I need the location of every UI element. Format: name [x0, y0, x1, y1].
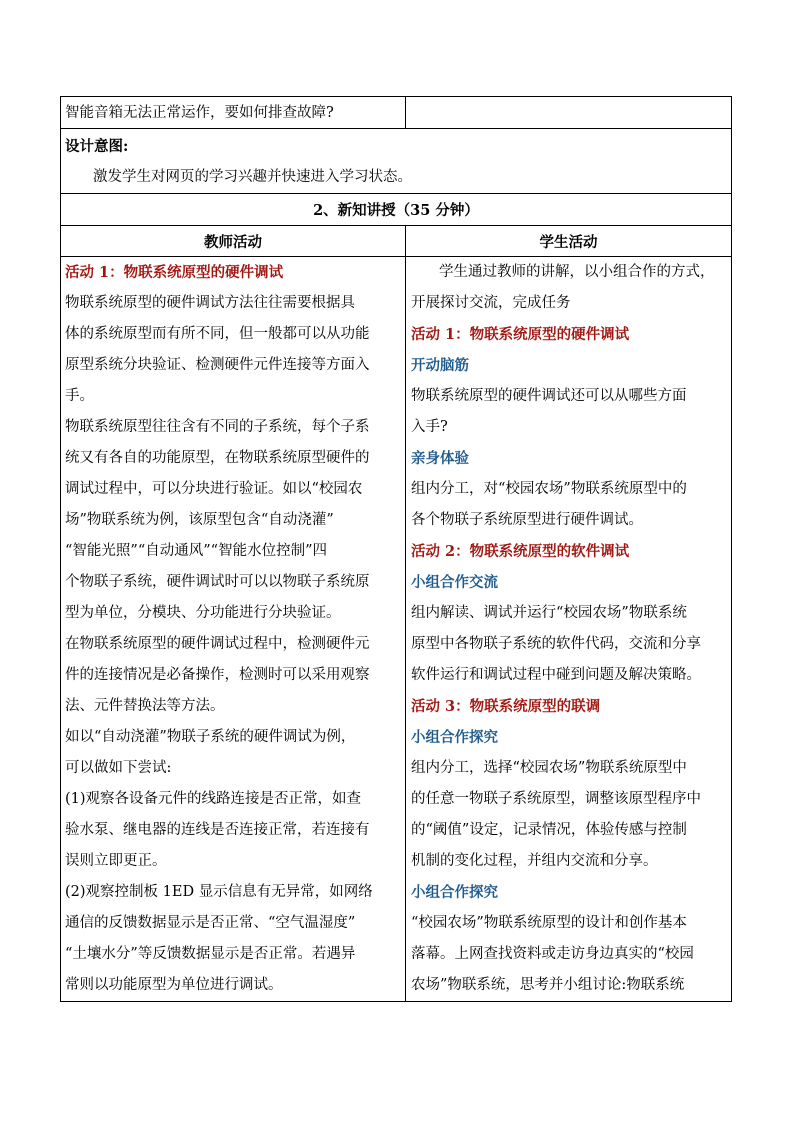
- student-line: 开展探讨交流，完成任务: [411, 295, 571, 311]
- teacher-line: 验水泵、继电器的连线是否连接正常，若连接有: [65, 822, 370, 838]
- teacher-line: 通信的反馈数据显示是否正常、“空气温湿度”: [65, 915, 356, 931]
- teacher-line: “土壤水分”等反馈数据显示是否正常。若遇异: [65, 946, 356, 962]
- teacher-activities-cell: [61, 257, 406, 1001]
- teacher-line: “智能光照”“自动通风”“智能水位控制”四: [65, 543, 327, 559]
- teacher-line: (2)观察控制板 1ED 显示信息有无异常，如网络: [65, 884, 373, 900]
- student-line: 的任意一物联子系统原型，调整该原型程序中: [411, 791, 701, 807]
- teacher-line: (1)观察各设备元件的线路连接是否正常，如查: [65, 791, 362, 807]
- teacher-line: 体的系统原型而有所不同，但一般都可以从功能: [65, 326, 370, 342]
- student-subheading: 开动脑筋: [411, 357, 469, 374]
- teacher-line: 误则立即更正。: [65, 853, 167, 869]
- teacher-line: 可以做如下尝试:: [65, 760, 172, 776]
- student-subheading: 小组合作探究: [411, 729, 498, 746]
- teacher-line: 型为单位，分模块、分功能进行分块验证。: [65, 605, 341, 621]
- teacher-line: 统又有各自的功能原型，在物联系统原型硬件的: [65, 450, 370, 466]
- student-line: 落幕。上网查找资料或走访身边真实的“校园: [411, 946, 694, 962]
- section-title: 2、新知讲授（35 分钟）: [313, 202, 479, 219]
- student-subheading: 小组合作探究: [411, 884, 498, 901]
- activities-row: [60, 256, 732, 1002]
- question-row: [60, 96, 732, 129]
- column-header-row: [60, 225, 732, 257]
- student-line: “校园农场”物联系统原型的设计和创作基本: [411, 915, 687, 931]
- teacher-line: 手。: [65, 388, 94, 404]
- student-line: 软件运行和调试过程中碰到问题及解决策略。: [411, 667, 701, 683]
- question-cell: 智能音箱无法正常运作，要如何排查故障?: [61, 97, 406, 128]
- student-line: 学生通过教师的讲解，以小组合作的方式，: [439, 264, 715, 280]
- design-intent-heading: 设计意图:: [65, 138, 129, 155]
- student-line: 的“阈值”设定，记录情况，体验传感与控制: [411, 822, 687, 838]
- teacher-line: 如以“自动浇灌”物联子系统的硬件调试为例，: [65, 729, 356, 745]
- student-line: 原型中各物联子系统的软件代码，交流和分享: [411, 636, 701, 652]
- teacher-line: 在物联系统原型的硬件调试过程中，检测硬件元: [65, 636, 370, 652]
- student-line: 物联系统原型的硬件调试还可以从哪些方面: [411, 388, 687, 404]
- student-line: 农场”物联系统，思考并小组讨论:物联系统: [411, 977, 685, 993]
- teacher-column-header: 教师活动: [61, 226, 406, 256]
- teacher-line: 场”物联系统为例，该原型包含“自动浇灌”: [65, 512, 334, 528]
- teacher-line: 调试过程中，可以分块进行验证。如以“校园农: [65, 481, 363, 497]
- teacher-activity-heading: 活动 1：物联系统原型的硬件调试: [65, 264, 284, 281]
- student-subheading: 小组合作交流: [411, 574, 498, 591]
- student-line: 组内分工，对“校园农场”物联系统原型中的: [411, 481, 687, 497]
- student-line: 各个物联子系统原型进行硬件调试。: [411, 512, 643, 528]
- student-activity-2-heading: 活动 2：物联系统原型的软件调试: [411, 543, 630, 560]
- student-line: 入手?: [411, 419, 448, 435]
- teacher-line: 物联系统原型往往含有不同的子系统，每个子系: [65, 419, 370, 435]
- teacher-line: 件的连接情况是必备操作，检测时可以采用观察: [65, 667, 370, 683]
- teacher-line: 常则以功能原型为单位进行调试。: [65, 977, 283, 993]
- student-activity-1-heading: 活动 1：物联系统原型的硬件调试: [411, 326, 630, 343]
- design-intent-row: [60, 128, 732, 194]
- design-intent-text: 激发学生对网页的学习兴趣并快速进入学习状态。: [93, 169, 412, 185]
- student-line: 组内解读、调试并运行“校园农场”物联系统: [411, 605, 687, 621]
- student-line: 机制的变化过程，并组内交流和分享。: [411, 853, 658, 869]
- student-activities-cell: [406, 257, 731, 1001]
- student-column-header: 学生活动: [539, 234, 598, 251]
- teacher-line: 个物联子系统，硬件调试时可以以物联子系统原: [65, 574, 370, 590]
- student-activity-3-heading: 活动 3：物联系统原型的联调: [411, 698, 601, 715]
- student-subheading: 亲身体验: [411, 450, 469, 467]
- teacher-line: 物联系统原型的硬件调试方法往往需要根据具: [65, 295, 355, 311]
- section-title-row: [60, 193, 732, 226]
- student-line: 组内分工，选择“校园农场”物联系统原型中: [411, 760, 687, 776]
- teacher-line: 原型系统分块验证、检测硬件元件连接等方面入: [65, 357, 370, 373]
- teacher-line: 法、元件替换法等方法。: [65, 698, 225, 714]
